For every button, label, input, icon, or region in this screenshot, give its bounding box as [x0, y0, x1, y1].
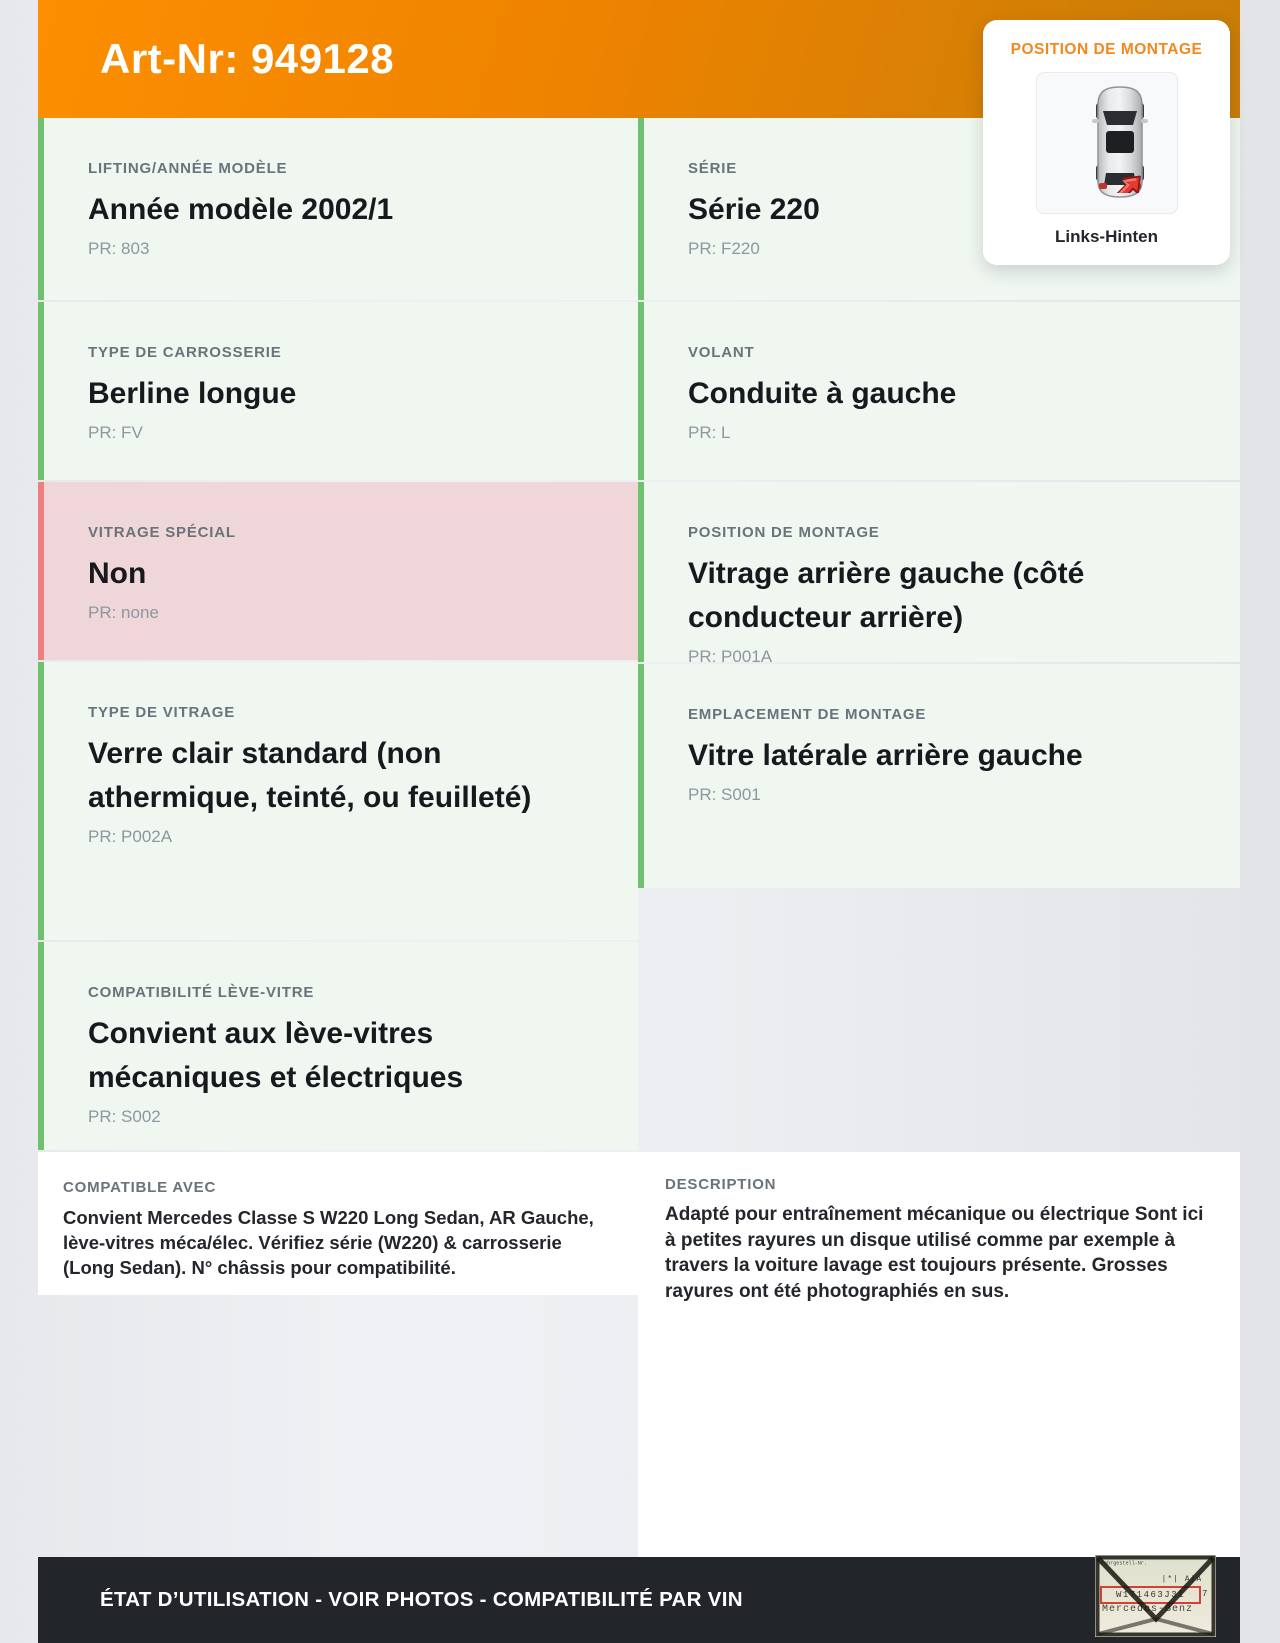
- spec-label: SÉRIE: [688, 160, 738, 177]
- spec-pr-code: PR: P001A: [688, 647, 773, 662]
- page-title: Art-Nr: 949128: [100, 35, 395, 82]
- spec-value: Conduite à gauche: [688, 377, 957, 410]
- spec-card: [38, 942, 638, 1150]
- footer-banner: [38, 1557, 1240, 1643]
- description-card: [638, 1152, 1240, 1557]
- spec-card: [638, 482, 1240, 662]
- spec-pr-code: PR: S002: [88, 1107, 161, 1126]
- compatible-card: [38, 1152, 638, 1295]
- spec-grid: [38, 118, 1240, 1150]
- vin-doc-label: Fahrgestell-Nr.: [1101, 1560, 1147, 1566]
- spec-pr-code: PR: 803: [88, 239, 150, 258]
- spec-pr-code: PR: L: [688, 423, 731, 442]
- vin-plate-photo: [1095, 1555, 1216, 1637]
- red-arrow-icon: [1102, 153, 1142, 193]
- spec-label: TYPE DE VITRAGE: [88, 704, 236, 721]
- spec-value: Série 220: [688, 193, 820, 226]
- left-column: [38, 118, 638, 1150]
- spec-pr-code: PR: FV: [88, 423, 143, 442]
- spec-card: [38, 482, 638, 660]
- vin-brand: Mercedes-Benz: [1102, 1604, 1194, 1615]
- spec-label: VOLANT: [688, 344, 755, 361]
- spec-label: LIFTING/ANNÉE MODÈLE: [88, 160, 288, 177]
- envelope-cross-icon: [1095, 1555, 1216, 1637]
- spec-label: COMPATIBILITÉ LÈVE-VITRE: [88, 984, 315, 1001]
- mounting-position-caption: Links-Hinten: [1055, 227, 1158, 246]
- spec-card: [638, 664, 1240, 888]
- spec-pr-code: PR: F220: [688, 239, 760, 258]
- spec-card: [38, 662, 638, 940]
- vin-code-row: |*| A|A: [1161, 1575, 1203, 1584]
- spec-value: Vitrage arrière gauche (côté conducteur arrière): [688, 557, 1085, 634]
- spec-pr-code: PR: S001: [688, 785, 761, 804]
- spec-card: [38, 302, 638, 480]
- spec-value: Année modèle 2002/1: [88, 193, 394, 226]
- spec-label: EMPLACEMENT DE MONTAGE: [688, 706, 927, 723]
- footer-text: ÉTAT D’UTILISATION - VOIR PHOTOS - COMPATIBILITÉ PAR VIN: [100, 1588, 743, 1611]
- spec-value: Vitre latérale arrière gauche: [688, 739, 1083, 772]
- mounting-position-card: [983, 20, 1230, 265]
- description-label: DESCRIPTION: [665, 1176, 777, 1193]
- spec-value: Non: [88, 557, 147, 590]
- bottom-row: [38, 1150, 1240, 1557]
- spec-pr-code: PR: P002A: [88, 827, 173, 846]
- car-position-image-frame: [1036, 72, 1178, 214]
- spec-card: [638, 302, 1240, 480]
- vin-suffix: 7: [1202, 1589, 1208, 1599]
- spec-pr-code: PR: none: [88, 603, 159, 622]
- mounting-position-label: POSITION DE MONTAGE: [1010, 41, 1203, 58]
- page: [38, 0, 1240, 1643]
- spec-value: Convient aux lève-vitres mécaniques et électriques: [88, 1017, 464, 1094]
- spec-card: [38, 118, 638, 300]
- spec-value: Verre clair standard (non athermique, teinté, ou feuilleté): [88, 737, 532, 814]
- spec-label: POSITION DE MONTAGE: [688, 524, 880, 541]
- vin-code: W171463J31: [1115, 1590, 1185, 1600]
- spec-label: VITRAGE SPÉCIAL: [88, 524, 236, 541]
- compatible-label: COMPATIBLE AVEC: [63, 1179, 217, 1196]
- spec-value: Berline longue: [88, 377, 297, 410]
- description-text: Adapté pour entraînement mécanique ou électrique Sont ici à petites rayures un disque utilisé comme par exemple à travers la voiture lavage est toujours présente. Grosses rayures ont été photographiés en sus.: [665, 1204, 1204, 1302]
- compatible-text: Convient Mercedes Classe S W220 Long Sedan, AR Gauche, lève-vitres méca/élec. Vérifiez série (W220) & carrosserie (Long Sedan). N° châssis pour compatibilité.: [63, 1207, 594, 1278]
- spec-label: TYPE DE CARROSSERIE: [88, 344, 282, 361]
